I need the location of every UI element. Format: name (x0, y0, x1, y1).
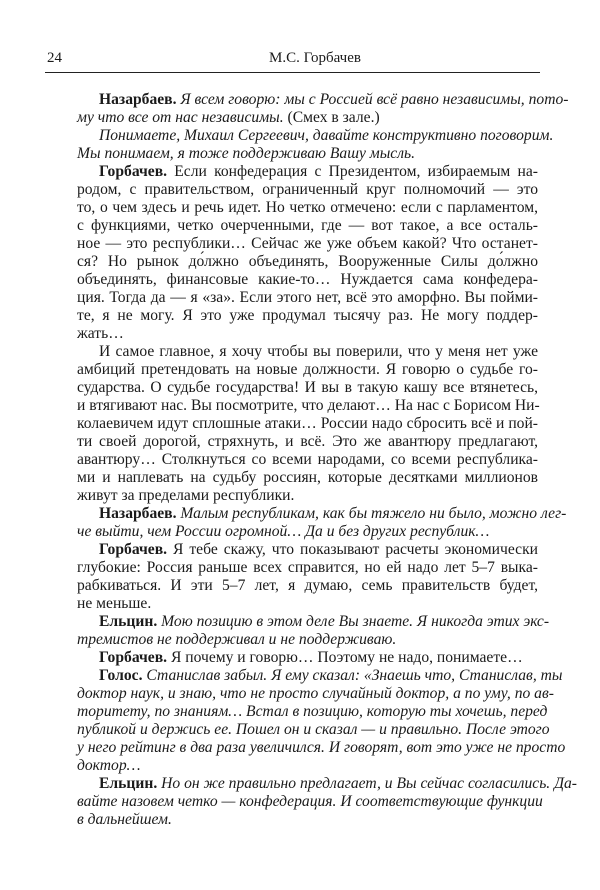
text-line (77, 505, 567, 523)
text-line (77, 451, 538, 469)
text: сударства. О судьбе государства! И вы в такую кашу все втянетесь, (77, 379, 538, 396)
text-line (77, 775, 577, 793)
speaker-name: Назарбаев. (99, 91, 181, 108)
speaker-name: Ельцин. (99, 613, 162, 630)
italic-text: му что все от нас независимы. (77, 109, 288, 126)
speaker-name: Горбачев. (99, 541, 173, 558)
text-line (77, 127, 554, 145)
italic-text: Я всем говорю: мы с Россией всё равно независимы, пото- (180, 91, 569, 108)
text: и втягивают нас. Вы посмотрите, что делают… На нас с Борисом Ни- (77, 397, 540, 414)
italic-text: Станислав забыл. Я ему сказал: «Знаешь что, Станислав, ты (146, 667, 563, 684)
italic-text: доктор наук, и знаю, что не просто случайный доктор, а по уму, по ав- (77, 685, 554, 702)
running-title: М.С. Горбачев (269, 50, 361, 66)
paragraph (77, 541, 538, 613)
italic-text: вайте назовем четко — конфедерация. И соответствующие функции (77, 793, 543, 810)
paragraph (77, 163, 538, 343)
text: Я почему и говорю… Поэтому не надо, понимаете… (170, 649, 523, 666)
text-line (77, 235, 538, 253)
text-line (77, 793, 543, 811)
paragraph (77, 775, 577, 829)
text: колаевичем идут сплошные атаки… России надо сбросить всё и пой- (77, 415, 538, 432)
text-line (77, 811, 538, 829)
text-line (77, 595, 538, 613)
text: объединять, финансовые какие-то… Нуждается сама конфедера- (77, 271, 538, 288)
text-line (77, 703, 548, 721)
text-line (77, 667, 563, 685)
paragraph (77, 649, 538, 667)
text-line (77, 163, 538, 181)
text: то, о чем здесь и речь идет. Но четко отмечено: если с парламентом, (77, 199, 538, 216)
text-line (77, 109, 538, 127)
text: И самое главное, я хочу чтобы вы поверили, что у меня нет уже (99, 343, 538, 360)
text-line (77, 541, 538, 559)
text-line (77, 721, 550, 739)
text: Я тебе скажу, что показывают расчеты экономически (173, 541, 538, 558)
text: родом, с правительством, ограниченный круг полномочий — это (77, 181, 538, 198)
italic-text: торитету, по знаниям… Встал в позицию, которую ты хочешь, перед (77, 703, 548, 720)
text: ти своей дорогой, стряхнуть, и всё. Это же авантюру предлагают, (77, 433, 538, 450)
text: те, я не могу. Я это уже продумал тысячу раз. Не могу поддер- (77, 307, 538, 324)
page-body (77, 91, 577, 829)
text: (Смех в зале.) (287, 109, 380, 126)
text: с функциями, четко очерченными, где — вот такое, а все осталь- (77, 217, 538, 234)
text: не меньше. (77, 595, 152, 612)
paragraph (77, 343, 538, 505)
text-line (77, 91, 569, 109)
text-line (77, 577, 538, 595)
italic-text: че выйти, чем России огромной… Да и без других республик… (77, 523, 490, 540)
italic-text: у него рейтинг в два раза увеличился. И говорят, вот это уже не просто (77, 739, 566, 756)
paragraph (77, 127, 554, 163)
text-line (77, 559, 538, 577)
text: рабкиваться. И эти 5–7 лет, я думаю, семь правительств будет, (77, 577, 538, 594)
text-line (77, 631, 538, 649)
text-line (77, 685, 554, 703)
paragraph (77, 667, 566, 775)
text-line (77, 361, 538, 379)
text-line (77, 217, 538, 235)
text-line (77, 307, 538, 325)
text-line (77, 289, 538, 307)
text: ми и наплевать на судьбу россиян, которые десятками миллионов (77, 469, 538, 486)
text: амбиций претендовать на новые должности. Я говорю о судьбе го- (77, 361, 538, 378)
text-line (77, 757, 538, 775)
italic-text: Малым республикам, как бы тяжело ни было, можно лег- (180, 505, 567, 522)
text-line (77, 469, 538, 487)
running-header (45, 46, 540, 73)
italic-text: Понимаете, Михаил Сергеевич, давайте конструктивно поговорим. (99, 127, 554, 144)
italic-text: Но он же правильно предлагает, и Вы сейчас согласились. Да- (161, 775, 577, 792)
text-line (77, 415, 538, 433)
italic-text: Мою позицию в этом деле Вы знаете. Я никогда этих экс- (161, 613, 550, 630)
text-line (77, 181, 538, 199)
text-line (77, 253, 538, 271)
text: ция. Тогда да — я «за». Если этого нет, всё это аморфно. Вы пойми- (77, 289, 538, 306)
italic-text: доктор… (77, 757, 141, 774)
text: глубокие: Россия раньше всех справится, но ей надо лет 5–7 выка- (77, 559, 538, 576)
paragraph (77, 613, 550, 649)
text-line (77, 145, 538, 163)
speaker-name: Горбачев. (99, 163, 175, 180)
italic-text: тремистов не поддерживал и не поддерживаю. (77, 631, 397, 648)
text: Если конфедерация с Президентом, избираемым на- (174, 163, 538, 180)
page-number: 24 (47, 50, 62, 66)
italic-text: Мы понимаем, я тоже поддерживаю Вашу мысль. (77, 145, 416, 162)
text-line (77, 739, 566, 757)
text-line (77, 199, 538, 217)
text: ся? Но рынок до́лжно объединять, Вооруженные Силы до́лжно (77, 253, 538, 270)
speaker-name: Горбачев. (99, 649, 171, 666)
text: ное — это республики… Сейчас же уже объем какой? Что останет- (77, 235, 538, 252)
text-line (77, 433, 538, 451)
paragraph (77, 91, 569, 127)
text: живут за пределами республики. (77, 487, 295, 504)
text: авантюру… Столкнуться со всеми народами, со всеми республика- (77, 451, 538, 468)
text-line (77, 523, 538, 541)
text-line (77, 379, 538, 397)
text-line (77, 325, 538, 343)
text-line (77, 343, 538, 361)
text-line (77, 613, 550, 631)
speaker-name: Назарбаев. (99, 505, 181, 522)
text-line (77, 487, 538, 505)
text: жать… (77, 325, 124, 342)
italic-text: в дальнейшем. (77, 811, 172, 828)
text-line (77, 649, 538, 667)
speaker-name: Ельцин. (99, 775, 162, 792)
speaker-name: Голос. (99, 667, 147, 684)
text-line (77, 271, 538, 289)
paragraph (77, 505, 567, 541)
text-line (77, 397, 538, 415)
italic-text: публикой и держись ее. Пошел он и сказал — и правильно. После этого (77, 721, 550, 738)
